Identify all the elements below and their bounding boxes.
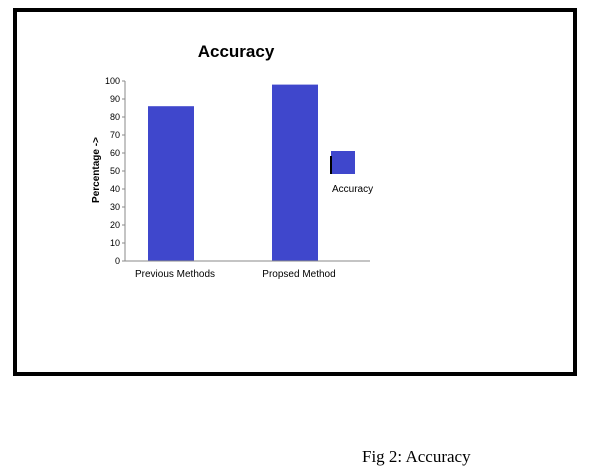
figure-caption: Fig 2: Accuracy	[362, 447, 471, 466]
y-tick-label: 20	[109, 220, 120, 230]
x-tick-label: Previous Methods	[134, 269, 216, 280]
bars	[148, 85, 318, 261]
y-tick-label: 50	[109, 166, 120, 176]
legend-label: Accuracy	[332, 184, 374, 195]
y-tick-label: 80	[109, 112, 120, 122]
y-tick-label: 40	[109, 184, 120, 194]
y-tick-label: 0	[114, 256, 120, 266]
x-tick-label: Propsed Method	[262, 269, 336, 280]
y-axis	[105, 76, 125, 266]
legend-swatch	[331, 151, 355, 174]
y-tick-label: 90	[109, 94, 120, 104]
bar-1	[272, 85, 318, 261]
chart-title: Accuracy	[197, 42, 275, 61]
bar-0	[148, 106, 194, 261]
y-tick-label: 60	[109, 148, 120, 158]
y-tick-label: 100	[104, 76, 120, 86]
y-axis-label: Percentage ->	[91, 137, 102, 203]
x-axis	[135, 269, 336, 280]
y-tick-label: 10	[109, 238, 120, 248]
y-tick-label: 70	[109, 130, 120, 140]
y-tick-label: 30	[109, 202, 120, 212]
